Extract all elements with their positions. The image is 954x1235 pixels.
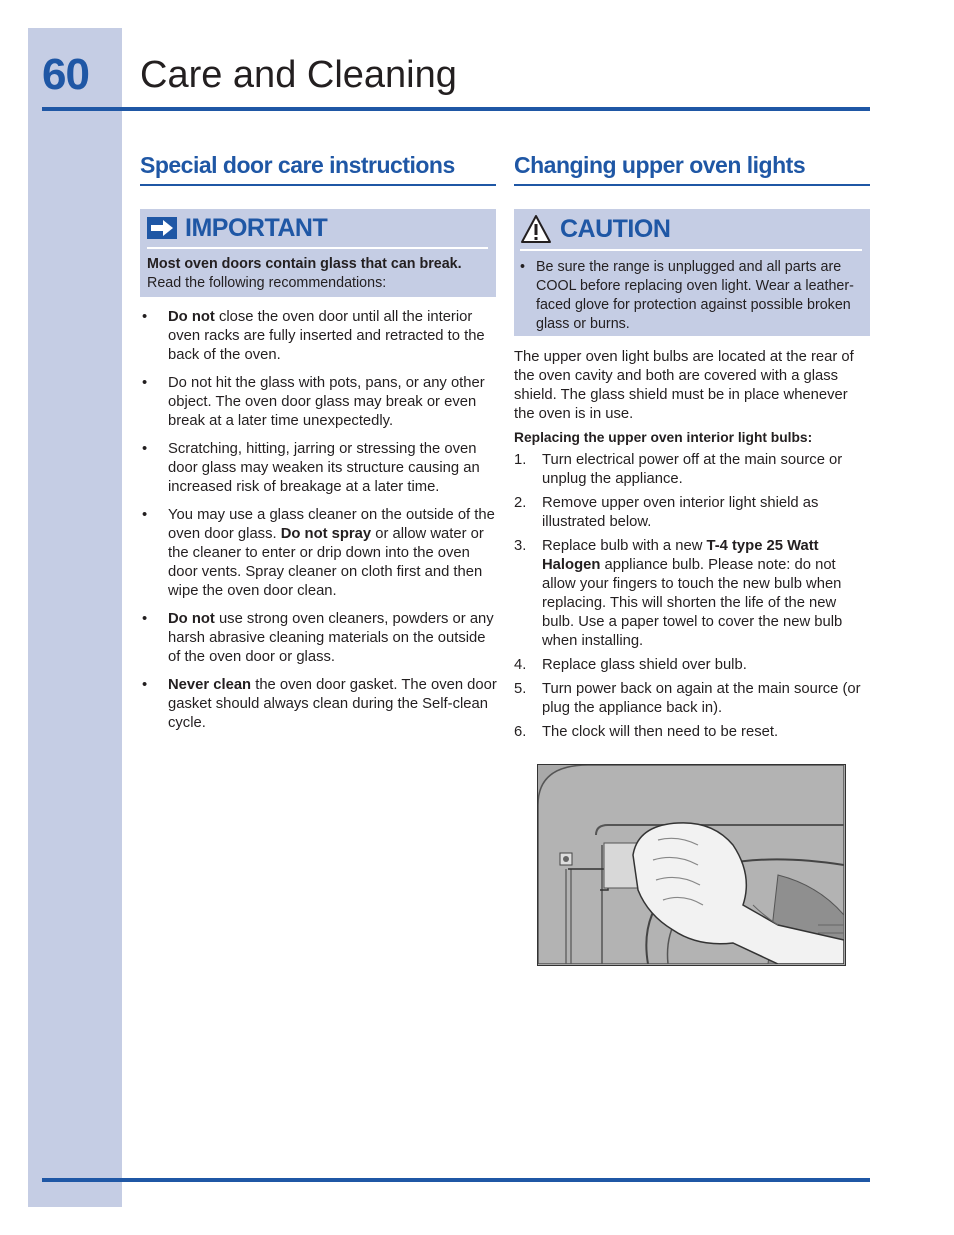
list-item-text: Do not hit the glass with pots, pans, or any other object. The oven door glass may break or even break at a later time unexpectedly. (168, 375, 485, 429)
list-item-text: You may use a glass cleaner on the outside of the oven door glass. (168, 507, 495, 542)
oven-light-illustration (537, 764, 846, 966)
step-text: appliance bulb. Please note: do not allow your fingers to touch the new bulb when replacing. This will shorten the life of the new bulb. Use a paper towel to cover the new bulb when installing. (542, 557, 843, 649)
step-number: 4. (514, 657, 527, 673)
step-bold: T-4 type 25 Watt Halogen (542, 538, 819, 573)
step-item (514, 494, 868, 532)
replacement-steps (514, 451, 868, 747)
warning-triangle-icon (520, 214, 552, 244)
step-item (514, 537, 868, 651)
step-number: 3. (514, 538, 527, 554)
list-item (140, 440, 498, 497)
list-item (140, 610, 498, 667)
arrow-right-icon (147, 217, 177, 239)
bullet-marker: • (520, 259, 526, 275)
step-item (514, 656, 868, 675)
hand-removing-light-shield-illustration (538, 765, 844, 964)
step-text: The clock will then need to be reset. (542, 724, 779, 740)
list-item-bold: Do not (168, 611, 215, 627)
page-title: Care and Cleaning (140, 54, 457, 96)
important-notice-title: IMPORTANT (185, 213, 328, 242)
step-text: Turn electrical power off at the main source or unplug the appliance. (542, 452, 843, 487)
caution-notice-text (514, 251, 870, 334)
list-item (140, 676, 498, 733)
section-heading-door-care: Special door care instructions (140, 150, 496, 186)
oven-light-intro: The upper oven light bulbs are located at the rear of the oven cavity and both are covered with a glass shield. The glass shield must be in place whenever the oven is in use. (514, 349, 854, 422)
step-text: Remove upper oven interior light shield as illustrated below. (542, 495, 819, 530)
list-item-text: Scratching, hitting, jarring or stressing the oven door glass may weaken its structure causing an increased risk of breakage at a later time. (168, 441, 480, 495)
list-item-text: close the oven door until all the interior oven racks are fully inserted and retracted to the back of the oven. (168, 309, 485, 363)
caution-notice (514, 209, 870, 336)
list-item-text: use strong oven cleaners, powders or any harsh abrasive cleaning materials on the outside of the oven door or glass. (168, 611, 494, 665)
step-item (514, 723, 868, 742)
important-notice-header (147, 209, 488, 249)
page-number: 60 (42, 50, 89, 99)
list-item-text: or allow water or the cleaner to enter or drip down into the oven door vents. Spray cleaner on cloth first and then wipe the oven door clean. (168, 526, 484, 599)
list-item (140, 506, 498, 601)
section-heading-oven-lights: Changing upper oven lights (514, 150, 870, 186)
important-notice (140, 209, 496, 297)
caution-text: Be sure the range is unplugged and all parts are COOL before replacing oven light. Wear a leather-faced glove for protection against possible broken glass or burns. (536, 259, 854, 332)
important-notice-rest: Read the following recommendations: (147, 275, 387, 291)
list-item-bold: Do not (168, 309, 215, 325)
important-notice-text (140, 249, 496, 293)
footer-rule (42, 1178, 870, 1182)
list-item-bold: Do not spray (280, 526, 372, 542)
door-care-list (140, 308, 498, 742)
steps-heading: Replacing the upper oven interior light bulbs: (514, 430, 813, 445)
step-item (514, 451, 868, 489)
step-number: 6. (514, 724, 527, 740)
step-text: Turn power back on again at the main source (or plug the appliance back in). (542, 681, 861, 716)
step-number: 5. (514, 681, 527, 697)
list-item (140, 308, 498, 365)
step-text: Replace bulb with a new (542, 538, 707, 554)
caution-notice-title: CAUTION (560, 214, 671, 243)
step-item (514, 680, 868, 718)
caution-notice-header (520, 209, 862, 251)
important-notice-bold: Most oven doors contain glass that can break. (147, 256, 462, 272)
list-item (140, 374, 498, 431)
title-rule (42, 107, 870, 111)
step-text: Replace glass shield over bulb. (542, 657, 747, 673)
step-number: 1. (514, 452, 527, 468)
page-sidebar (28, 28, 122, 1207)
list-item-text: the oven door gasket. The oven door gasket should always clean during the Self-clean cycle. (168, 677, 497, 731)
step-number: 2. (514, 495, 527, 511)
list-item-bold: Never clean (168, 677, 252, 693)
